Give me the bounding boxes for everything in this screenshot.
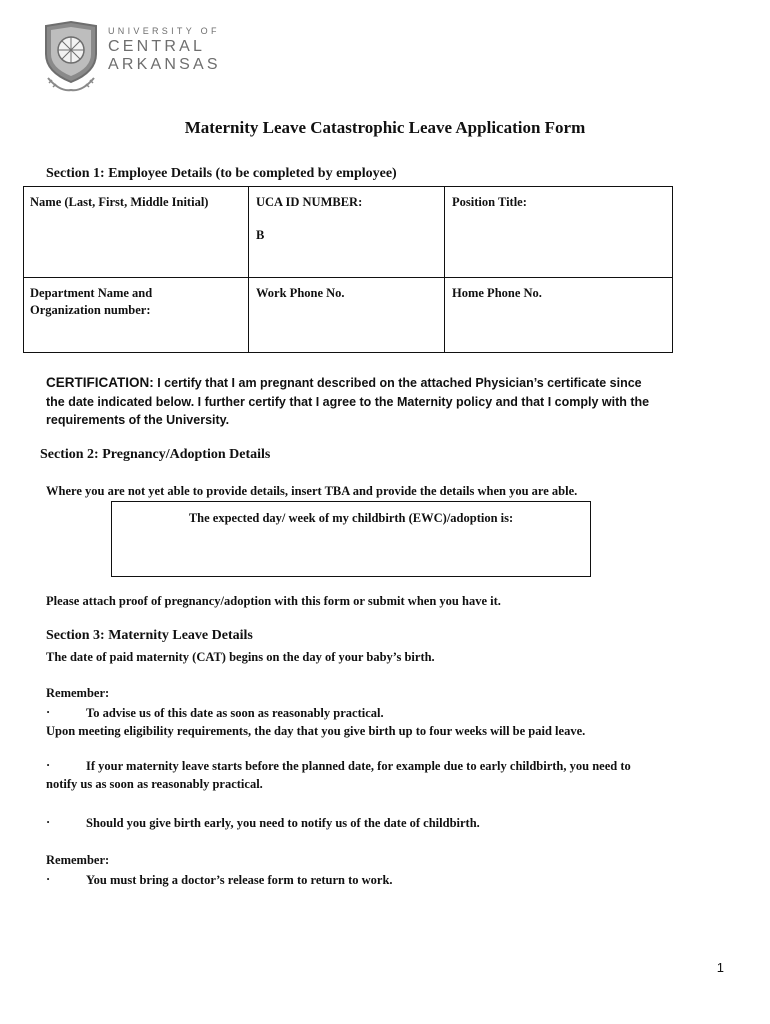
logo-line-3: ARKANSAS [108,56,221,73]
uca-id-prefix: B [256,228,265,242]
bullet-marker: · [46,872,51,886]
work-phone-field-label: Work Phone No. [256,286,345,300]
certification-text-line2: the date indicated below. I further certify that I agree to the Maternity policy and that I comply with the [46,394,650,409]
certification-text-line1: I certify that I am pregnant described on the attached Physician’s certificate since [153,376,642,390]
proof-note: Please attach proof of pregnancy/adoption with this form or submit when you have it. [46,594,501,608]
department-label-line2: Organization number: [30,303,151,317]
certification-text-line3: requirements of the University. [46,413,230,427]
bullet-marker: · [46,815,51,829]
university-logo-icon [40,20,102,94]
certification-label: CERTIFICATION: [46,375,154,390]
section2-heading: Section 2: Pregnancy/Adoption Details [40,447,271,462]
bullet-advise-date: To advise us of this date as soon as reasonably practical. [86,706,384,720]
page-number: 1 [716,960,724,975]
logo-line-2: CENTRAL [108,38,206,55]
logo-line-1: UNIVERSITY OF [108,26,220,36]
position-title-field-label: Position Title: [452,195,527,209]
uca-id-field-label: UCA ID NUMBER: [256,195,363,209]
bullet-early-birth: Should you give birth early, you need to notify us of the date of childbirth. [86,816,480,830]
certification-statement [46,374,736,430]
bullet-release-form: You must bring a doctor’s release form to return to work. [86,873,393,887]
section2-instruction: Where you are not yet able to provide details, insert TBA and provide the details when you are able. [46,484,578,498]
department-label-line1: Department Name and [30,286,153,300]
bullet-early-leave-line2: notify us as soon as reasonably practical. [46,777,263,791]
section3-heading: Section 3: Maternity Leave Details [46,628,253,643]
expected-childbirth-box [111,501,591,577]
remember-heading-2: Remember: [46,853,110,867]
eligibility-note: Upon meeting eligibility requirements, the day that you give birth up to four weeks will be paid leave. [46,724,586,738]
section1-heading: Section 1: Employee Details (to be completed by employee) [46,166,397,181]
remember-heading-1: Remember: [46,686,110,700]
department-field-label [30,285,152,319]
university-logo-text [108,26,221,74]
home-phone-field-label: Home Phone No. [452,286,542,300]
bullet-marker: · [46,758,51,772]
bullet-early-leave-line1: If your maternity leave starts before the planned date, for example due to early childbirth, you need to [86,759,631,773]
page-title: Maternity Leave Catastrophic Leave Application Form [184,118,586,137]
bullet-marker: · [46,705,51,719]
expected-childbirth-label: The expected day/ week of my childbirth (EWC)/adoption is: [188,511,514,525]
name-field-label: Name (Last, First, Middle Initial) [30,195,209,209]
section3-intro: The date of paid maternity (CAT) begins on the day of your baby’s birth. [46,650,435,664]
